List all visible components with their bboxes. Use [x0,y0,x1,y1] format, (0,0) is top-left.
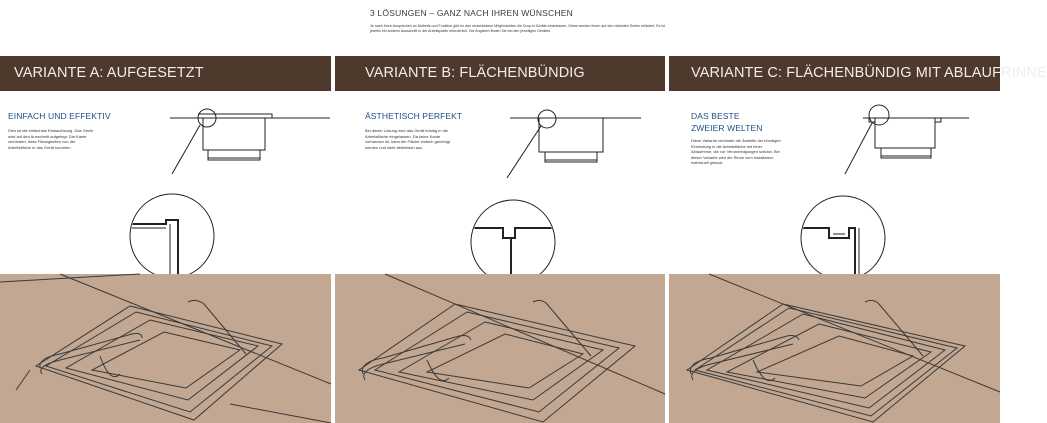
variant-b-subtitle: ÄSTHETISCH PERFEKT [365,111,463,121]
variant-c-section-drawing [669,92,1000,272]
variant-c-subtitle: DAS BESTE ZWEIER WELTEN [691,111,763,133]
variant-a-subtitle: EINFACH UND EFFEKTIV [8,111,111,121]
variant-b-installation-photo [335,274,665,423]
variant-c-column [669,56,1047,423]
variant-a-description: Dies ist die einfachste Einbaulösung. Das Gerät wird auf den Ausschnitt aufgelegt. Die Kante verhindert, dass Flüssigkeiten von der Arbeitsfläche in das Gerät kommen. [8,128,93,150]
variant-a-installation-photo [0,274,331,423]
variant-b-description: Bei dieser Lösung wird das Gerät bündig in die Arbeitsfläche eingelassen. Da keine Kante vorhanden ist, kann die Fläche einfach gereinigt werden und sieht ästhetisch aus. [365,128,450,150]
variant-c-installation-photo [669,274,1000,423]
page-intro: Je nach Ihren Ansprüchen an Ästhetik und Funktion gibt es drei verschiedene Möglichkeiten die Drop-in Geräte einzubauen. Diese werden Ihnen auf den nächsten Seiten erläutert. Es ist jeweils ein anderer Ausschnitt in der Arbeitsplatte erforderlich. Die Angaben finden Sie bei den jeweiligen Geräten. [370,24,666,34]
variant-a-section-drawing [0,92,331,272]
variant-b-section-drawing [335,92,665,272]
page-title: 3 LÖSUNGEN – GANZ NACH IHREN WÜNSCHEN [370,8,573,18]
variant-b-title: VARIANTE B: FLÄCHENBÜNDIG [335,56,665,91]
variant-a-title: VARIANTE A: AUFGESETZT [0,56,331,91]
variant-c-description: Diese Variante verbindet die Ästhetik der bündigen Einbindung in die Arbeitsfläche mit einer Ablaufrinne, die vor Verunreinigungen schützt. Bei dieser Variante wird die Rinne vom Installateur individuell gebaut. [691,138,781,166]
page-header [370,8,670,35]
variant-b-column [335,56,665,423]
variant-a-column [0,56,331,423]
variant-c-title: VARIANTE C: FLÄCHENBÜNDIG MIT ABLAUFRINNE [669,56,1000,91]
